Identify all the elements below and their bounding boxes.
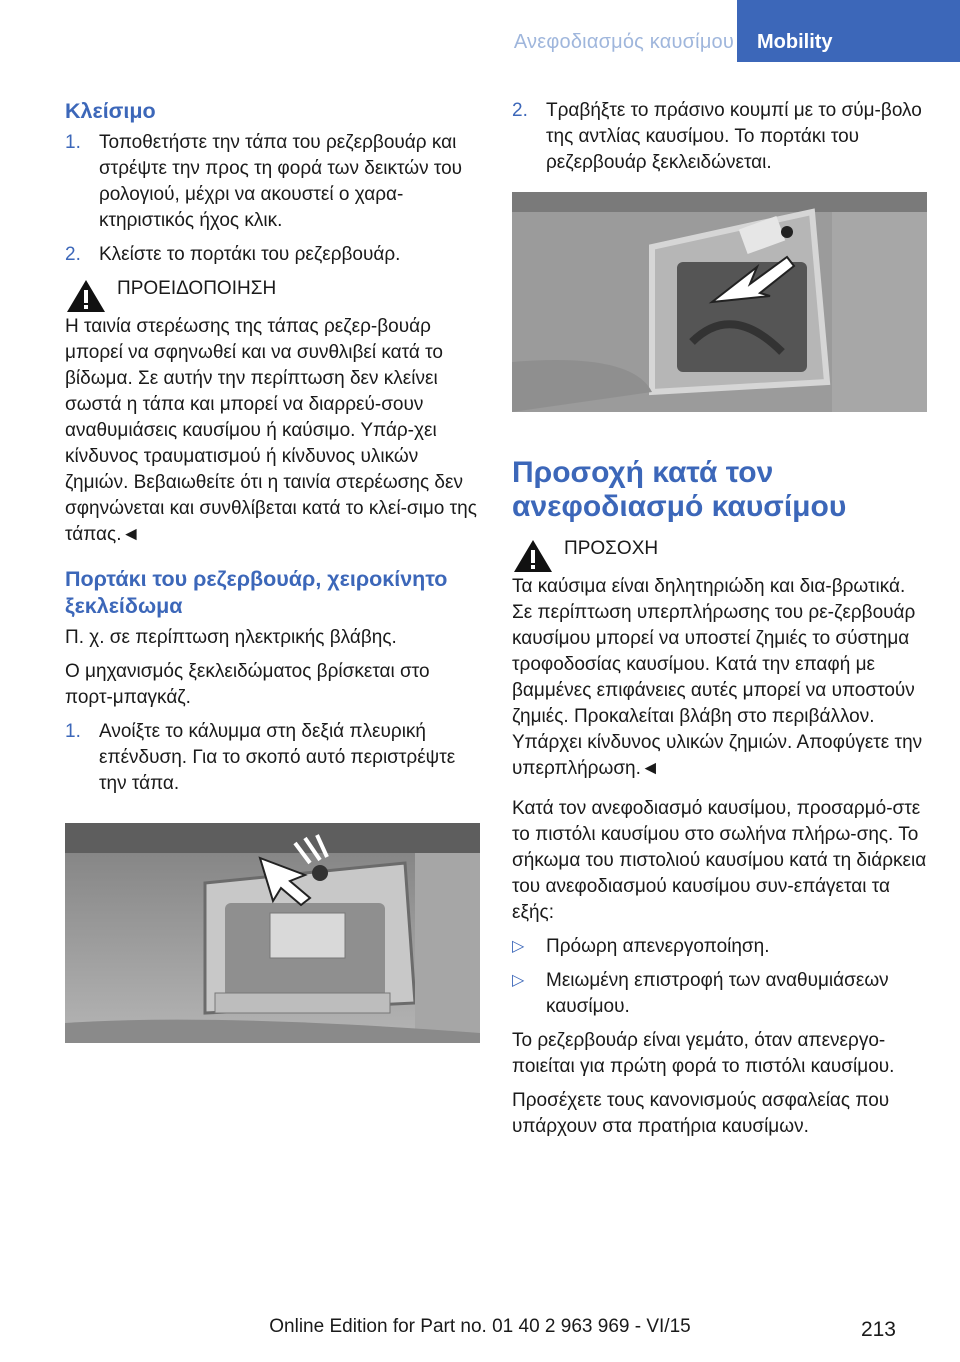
page-header <box>0 0 960 62</box>
list-item-text: Μειωμένη επιστροφή των αναθυμιάσεων καυσίμου. <box>546 970 889 1017</box>
refueling-heading: Προσοχή κατά τον ανεφοδιασμό καυσίμου <box>512 456 847 523</box>
warning-triangle-icon <box>65 278 107 314</box>
tank-full-note: Το ρεζερβουάρ είναι γεμάτο, όταν απενεργο‐ποιείται για πρώτη φορά το πιστόλι καυσίμου. <box>512 1030 895 1077</box>
warning-text: Η ταινία στερέωσης της τάπας ρεζερ‐βουάρ μπορεί να σφηνωθεί και να συνθλιβεί κατά το βίδωμα. Σε αυτήν την περίπτωση δεν κλείνει σωστά η τάπα και μπορεί να διαρρεύ‐σουν αναθυμιάσεις καυσίμου ή καύσιμο. Υπάρ‐χει κίνδυνος τραυματισμού ή κίνδυνος υλικών ζημιών. Βεβαιωθείτε ότι η ταινία στερέωσης δεν σφηνώνεται και συνθλίβεται κατά το κλεί‐σιμο της τάπας.◄ <box>65 316 477 545</box>
step-number: 1. <box>65 132 81 153</box>
manual-unlock-heading: Πορτάκι του ρεζερβουάρ, χειροκίνητο ξεκλείδωμα <box>65 567 448 618</box>
manual-step-2 <box>512 98 927 176</box>
manual-step-1 <box>65 719 480 797</box>
step-number: 2. <box>65 244 81 265</box>
closing-step-2 <box>65 242 480 268</box>
chapter-title: Ανεφοδιασμός καυσίμου <box>513 31 734 53</box>
list-item <box>512 934 927 960</box>
list-item-text: Πρόωρη απενεργοποίηση. <box>546 936 770 957</box>
warning-triangle-icon <box>512 538 554 574</box>
step-number: 1. <box>65 721 81 742</box>
refueling-intro: Κατά τον ανεφοδιασμό καυσίμου, προσαρμό‐στε το πιστόλι καυσίμου στο σωλήνα πλήρω‐σης. Το σήκωμα του πιστολιού καυσίμου κατά τη διάρκεια του ανεφοδιασμού καυσίμου συν‐επάγεται τα εξής: <box>512 798 927 923</box>
step-text: Ανοίξτε το κάλυμμα στη δεξιά πλευρική επένδυση. Για το σκοπό αυτό περιστρέψτε την τάπα. <box>99 721 456 794</box>
left-column <box>65 98 480 1053</box>
step-text: Τοποθετήστε την τάπα του ρεζερβουάρ και στρέψτε την προς τη φορά των δεικτών του ρολογιού, μέχρι να ακουστεί ο χαρα‐κτηριστικός ήχος κλικ. <box>99 132 463 231</box>
caution-text: Τα καύσιμα είναι δηλητηριώδη και δια‐βρωτικά. Σε περίπτωση υπερπλήρωσης του ρε‐ζερβουάρ καυσίμου μπορεί να υποστεί ζημιές το σύστημα τροφοδοσίας καυσίμου. Κατά την επαφή με βαμμένες επιφάνειες αυτές μπορεί να υποστούν ζημιές. Προκαλείται βλάβη στο περιβάλλον. Υπάρχει κίνδυνος υλικών ζημιών. Αποφύγετε την υπερπλήρωση.◄ <box>512 576 923 779</box>
section-tab: Mobility <box>737 0 960 62</box>
manual-unlock-note: Π. χ. σε περίπτωση ηλεκτρικής βλάβης. <box>65 627 397 648</box>
trunk-side-panel-photo <box>65 823 480 1043</box>
release-button-photo <box>512 192 927 412</box>
triangle-right-icon: ▷ <box>512 938 525 955</box>
manual-unlock-location: Ο μηχανισμός ξεκλειδώματος βρίσκεται στο πορτ-μπαγκάζ. <box>65 661 430 708</box>
page-number: 213 <box>860 1318 896 1341</box>
caution-box <box>512 536 927 782</box>
caution-label: ΠΡΟΣΟΧΗ <box>564 538 659 559</box>
triangle-right-icon: ▷ <box>512 972 525 989</box>
safety-note: Προσέχετε τους κανονισμούς ασφαλείας που υπάρχουν στα πρατήρια καυσίμων. <box>512 1090 890 1137</box>
step-number: 2. <box>512 100 528 121</box>
edition-footer: Online Edition for Part no. 01 40 2 963 969 - VI/15 <box>269 1316 691 1337</box>
step-text: Τραβήξτε το πράσινο κουμπί με το σύμ‐βολο της αντλίας καυσίμου. Το πορτάκι του ρεζερβουάρ ξεκλειδώνεται. <box>546 100 922 173</box>
closing-heading: Κλείσιμο <box>65 99 156 123</box>
warning-label: ΠΡΟΕΙΔΟΠΟΙΗΣΗ <box>117 278 277 299</box>
warning-box <box>65 276 480 548</box>
list-item <box>512 968 927 1020</box>
closing-step-1 <box>65 130 480 234</box>
right-column <box>512 98 927 1148</box>
step-text: Κλείστε το πορτάκι του ρεζερβουάρ. <box>99 244 401 265</box>
